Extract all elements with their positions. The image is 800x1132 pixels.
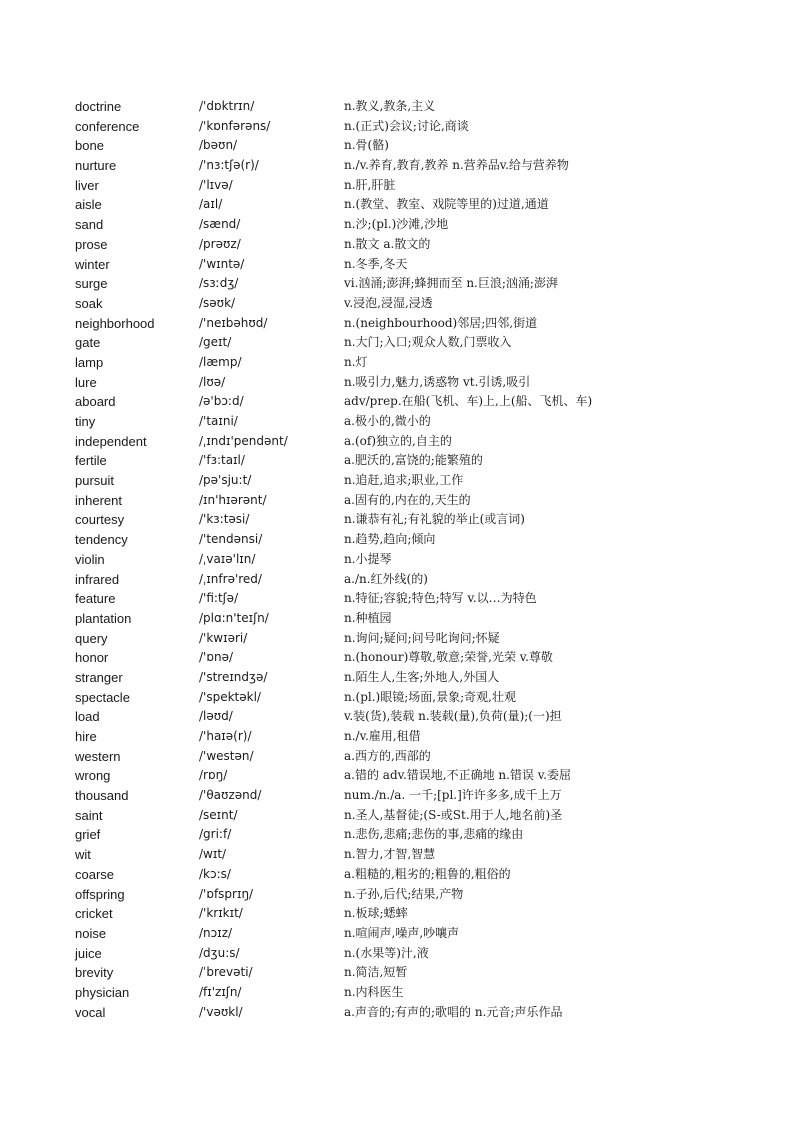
vocab-word: aboard: [75, 394, 116, 410]
vocab-row: [0, 451, 800, 471]
vocab-row: [0, 963, 800, 983]
vocab-word: aisle: [75, 197, 102, 213]
vocab-phonetic: /'krɪkɪt/: [199, 906, 243, 921]
vocab-phonetic: /ˌɪnfrə'red/: [199, 571, 262, 586]
vocab-phonetic: /lʊə/: [199, 374, 226, 389]
vocab-word: honor: [75, 650, 109, 666]
vocab-row: [0, 136, 800, 156]
vocab-row: [0, 491, 800, 511]
vocab-phonetic: /ˌɪndɪ'pendənt/: [199, 433, 288, 448]
vocab-row: [0, 806, 800, 826]
vocab-definition: n.简洁,短暂: [344, 965, 408, 980]
vocab-word: juice: [75, 945, 102, 961]
vocab-definition: a.声音的;有声的;歌唱的 n.元音;声乐作品: [344, 1004, 563, 1019]
vocab-row: [0, 648, 800, 668]
vocab-word: lamp: [75, 354, 104, 370]
vocab-word: tendency: [75, 532, 128, 548]
vocab-phonetic: /sænd/: [199, 217, 241, 232]
vocab-row: [0, 885, 800, 905]
vocab-phonetic: /gri:f/: [199, 827, 232, 842]
vocab-word: winter: [75, 256, 110, 272]
vocab-word: conference: [75, 118, 140, 134]
vocab-definition: n.种植园: [344, 610, 392, 625]
vocab-definition: n.谦恭有礼;有礼貌的举止(或言词): [344, 512, 525, 527]
vocab-row: [0, 353, 800, 373]
vocab-word: spectacle: [75, 689, 130, 705]
vocab-definition: n./v.养育,教育,教养 n.营养品v.给与营养物: [344, 158, 569, 173]
vocab-row: [0, 294, 800, 314]
vocab-row: [0, 97, 800, 117]
vocab-definition: a.固有的,内在的,天生的: [344, 492, 471, 507]
vocab-phonetic: /'fi:tʃə/: [199, 591, 239, 606]
vocab-definition: n.智力,才智,智慧: [344, 847, 436, 862]
vocab-definition: a.极小的,微小的: [344, 414, 431, 428]
vocab-word: lure: [75, 374, 97, 390]
vocab-definition: n.悲伤,悲痛;悲伤的事,悲痛的缘由: [344, 827, 524, 842]
vocab-definition: n.冬季,冬天: [344, 256, 408, 271]
vocab-phonetic: /'nɜ:tʃə(r)/: [199, 158, 259, 173]
vocab-definition: n.散文 a.散文的: [344, 236, 431, 251]
vocab-row: [0, 845, 800, 865]
vocab-phonetic: /'streɪndʒə/: [199, 669, 268, 684]
vocab-word: saint: [75, 807, 103, 823]
vocab-word: wrong: [75, 768, 111, 784]
vocab-row: [0, 904, 800, 924]
vocab-word: physician: [75, 984, 130, 1000]
vocab-phonetic: /'spektəkl/: [199, 689, 261, 704]
vocab-definition: n.灯: [344, 354, 368, 369]
vocab-definition: vi.汹涌;澎湃;蜂拥而至 n.巨浪;汹涌;澎湃: [344, 276, 558, 291]
vocab-row: [0, 412, 800, 432]
vocab-word: stranger: [75, 669, 123, 685]
vocab-word: grief: [75, 827, 101, 843]
vocab-row: [0, 944, 800, 964]
vocab-definition: a./n.红外线(的): [344, 571, 428, 586]
vocab-definition: n.陌生人,生客;外地人,外国人: [344, 669, 500, 684]
vocab-word: offspring: [75, 886, 125, 902]
vocab-row: [0, 1003, 800, 1023]
vocab-phonetic: /ˌvaɪə'lɪn/: [199, 551, 256, 566]
vocab-definition: n.特征;容貌;特色;特写 v.以…为特色: [344, 591, 537, 606]
vocab-definition: a.粗糙的,粗劣的;粗鲁的,粗俗的: [344, 866, 511, 881]
vocab-phonetic: /'θaʊzənd/: [199, 788, 262, 803]
vocab-definition: n.骨(骼): [344, 138, 389, 153]
vocab-word: wit: [75, 847, 91, 863]
vocab-row: [0, 688, 800, 708]
vocab-row: [0, 117, 800, 137]
vocab-row: [0, 176, 800, 196]
vocab-phonetic: /wɪt/: [199, 847, 227, 862]
vocab-word: fertile: [75, 453, 107, 469]
vocab-phonetic: /'ɒfsprɪŋ/: [199, 886, 254, 901]
vocab-row: [0, 589, 800, 609]
vocab-word: pursuit: [75, 473, 115, 489]
vocab-word: independent: [75, 433, 147, 449]
vocab-definition: n.(neighbourhood)邻居;四邻,街道: [344, 315, 538, 330]
vocab-definition: n./v.雇用,租借: [344, 729, 421, 743]
vocab-phonetic: /bəʊn/: [199, 138, 238, 153]
vocab-row: [0, 156, 800, 176]
vocabulary-list: [0, 97, 800, 1022]
vocab-phonetic: /geɪt/: [199, 335, 232, 350]
vocab-row: [0, 825, 800, 845]
vocab-row: [0, 530, 800, 550]
vocab-row: [0, 471, 800, 491]
vocab-row: [0, 373, 800, 393]
vocab-row: [0, 314, 800, 334]
vocab-definition: adv/prep.在船(飞机、车)上,上(船、飞机、车): [344, 394, 593, 409]
vocab-phonetic: /'dɒktrɪn/: [199, 99, 255, 113]
vocab-word: nurture: [75, 158, 117, 174]
vocab-definition: n.内科医生: [344, 984, 404, 999]
vocab-phonetic: /rɒŋ/: [199, 768, 228, 783]
vocab-definition: n.沙;(pl.)沙滩,沙地: [344, 217, 449, 232]
vocab-word: vocal: [75, 1004, 106, 1020]
vocab-row: [0, 747, 800, 767]
vocab-phonetic: /'kwɪəri/: [199, 630, 248, 645]
vocab-word: hire: [75, 729, 97, 744]
vocab-phonetic: /'kɒnfərəns/: [199, 118, 271, 133]
vocab-phonetic: /'kɜ:təsi/: [199, 512, 250, 527]
vocab-word: plantation: [75, 610, 132, 626]
vocab-word: soak: [75, 295, 103, 311]
vocab-phonetic: /dʒu:s/: [199, 945, 240, 960]
vocab-word: coarse: [75, 866, 115, 882]
vocab-phonetic: /səʊk/: [199, 295, 236, 310]
vocab-definition: n.趋势,趋向;倾向: [344, 532, 436, 547]
vocab-row: [0, 274, 800, 294]
vocab-row: [0, 392, 800, 412]
vocab-phonetic: /sɜːdʒ/: [199, 276, 239, 291]
vocab-word: surge: [75, 276, 108, 292]
vocab-phonetic: /'taɪni/: [199, 414, 238, 428]
vocab-phonetic: /aɪl/: [199, 197, 223, 212]
vocab-definition: a.错的 adv.错误地,不正确地 n.错误 v.委屈: [344, 768, 571, 783]
vocab-word: sand: [75, 217, 104, 233]
vocab-row: [0, 668, 800, 688]
vocab-row: [0, 432, 800, 452]
vocab-phonetic: /pə'sju:t/: [199, 473, 252, 488]
vocab-definition: n.喧闹声,噪声,吵嚷声: [344, 925, 460, 940]
vocab-phonetic: /ˈbrevəti/: [199, 965, 253, 980]
vocab-row: [0, 215, 800, 235]
vocab-row: [0, 727, 800, 747]
vocab-row: [0, 707, 800, 727]
vocab-definition: n.子孙,后代;结果,产物: [344, 886, 464, 901]
vocab-definition: n.询问;疑问;问号叱询问;怀疑: [344, 630, 500, 645]
vocab-row: [0, 510, 800, 530]
vocab-word: inherent: [75, 492, 122, 508]
vocab-phonetic: /fɪ'zɪʃn/: [199, 984, 242, 999]
vocab-row: [0, 255, 800, 275]
vocab-definition: n.肝,肝脏: [344, 177, 396, 192]
vocab-definition: n.大门;入口;观众人数,门票收入: [344, 335, 512, 350]
vocab-word: cricket: [75, 906, 113, 922]
vocab-definition: n.(教堂、教室、戏院等里的)过道,通道: [344, 197, 549, 212]
vocab-phonetic: /'lɪvə/: [199, 177, 233, 192]
vocab-phonetic: /'fɜ:taɪl/: [199, 453, 245, 468]
vocab-word: noise: [75, 925, 107, 941]
vocab-word: load: [75, 709, 100, 725]
vocab-phonetic: /'wɪntə/: [199, 256, 245, 271]
vocab-definition: n.(honour)尊敬,敬意;荣誉,光荣 v.尊敬: [344, 650, 553, 665]
vocab-row: [0, 609, 800, 629]
vocab-word: courtesy: [75, 512, 125, 528]
vocab-phonetic: /'tendənsi/: [199, 532, 263, 547]
vocab-row: [0, 333, 800, 353]
vocab-definition: n.(水果等)汁,液: [344, 945, 429, 960]
vocab-word: doctrine: [75, 99, 122, 114]
vocab-row: [0, 924, 800, 944]
vocab-word: liver: [75, 177, 99, 193]
vocab-definition: n.(正式)会议;讨论,商谈: [344, 118, 469, 133]
vocab-phonetic: /nɔɪz/: [199, 925, 233, 940]
vocab-word: western: [75, 748, 121, 764]
vocab-definition: n.吸引力,魅力,诱惑物 vt.引诱,吸引: [344, 374, 531, 389]
vocab-word: infrared: [75, 571, 120, 587]
vocab-phonetic: /'haɪə(r)/: [199, 729, 252, 743]
vocab-definition: n.板球;蟋蟀: [344, 906, 408, 921]
vocab-row: [0, 195, 800, 215]
vocab-phonetic: /'vəʊkl/: [199, 1004, 243, 1019]
vocab-row: [0, 865, 800, 885]
vocab-word: prose: [75, 236, 108, 252]
vocab-row: [0, 786, 800, 806]
vocab-row: [0, 766, 800, 786]
vocab-definition: num./n./a. 一千;[pl.]许许多多,成千上万: [344, 788, 562, 803]
vocab-row: [0, 983, 800, 1003]
vocab-row: [0, 550, 800, 570]
vocab-definition: n.圣人,基督徒;(S-或St.用于人,地名前)圣: [344, 807, 563, 822]
vocab-definition: v.浸泡,浸湿,浸透: [344, 295, 433, 310]
vocab-definition: a.西方的,西部的: [344, 748, 431, 763]
vocab-word: bone: [75, 138, 104, 154]
vocab-phonetic: /prəʊz/: [199, 236, 241, 251]
vocab-phonetic: /kɔ:s/: [199, 866, 231, 881]
vocab-row: [0, 235, 800, 255]
vocab-phonetic: /ɪn'hɪərənt/: [199, 492, 267, 507]
vocab-phonetic: /'ɒnə/: [199, 650, 233, 665]
vocab-definition: n.(pl.)眼镜;场面,景象;奇观,壮观: [344, 689, 516, 704]
vocab-phonetic: /læmp/: [199, 354, 242, 369]
vocab-definition: a.肥沃的,富饶的;能繁殖的: [344, 453, 483, 468]
vocab-word: violin: [75, 551, 105, 567]
vocab-word: thousand: [75, 788, 129, 804]
vocab-word: gate: [75, 335, 101, 351]
vocab-phonetic: /seɪnt/: [199, 807, 238, 822]
vocab-word: brevity: [75, 965, 114, 981]
vocab-row: [0, 629, 800, 649]
vocab-word: feature: [75, 591, 116, 607]
vocab-definition: n.追赶,追求;职业,工作: [344, 473, 464, 488]
vocab-definition: v.装(货),装载 n.装载(量),负荷(量);(一)担: [344, 709, 562, 724]
vocab-phonetic: /ə'bɔ:d/: [199, 394, 244, 409]
vocab-definition: n.小提琴: [344, 551, 392, 566]
vocab-phonetic: /ləʊd/: [199, 709, 233, 724]
vocab-word: tiny: [75, 414, 96, 429]
vocab-definition: n.教义,教条,主义: [344, 99, 436, 113]
vocab-word: neighborhood: [75, 315, 155, 331]
vocab-phonetic: /'westən/: [199, 748, 254, 763]
vocab-definition: a.(of)独立的,自主的: [344, 433, 452, 448]
vocab-word: query: [75, 630, 108, 646]
vocab-phonetic: /plɑ:n'teɪʃn/: [199, 610, 269, 625]
vocab-row: [0, 570, 800, 590]
vocab-phonetic: /'neɪbəhʊd/: [199, 315, 268, 330]
